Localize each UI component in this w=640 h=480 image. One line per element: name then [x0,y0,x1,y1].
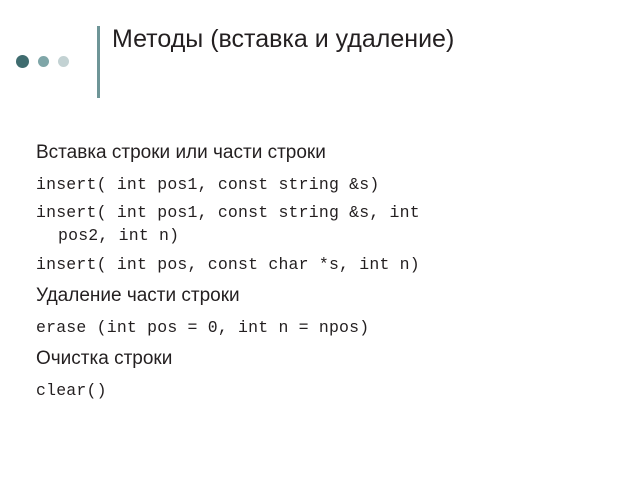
code-line-insert-3: insert( int pos, const char *s, int n) [36,254,420,274]
title-divider [97,26,100,98]
dot-icon-2 [38,56,49,67]
code-line-insert-2 [36,199,611,251]
code-line-insert-2-text: insert( int pos1, const string &s, int [36,202,420,222]
code-line-erase: erase (int pos = 0, int n = npos) [36,317,370,337]
dot-icon-3 [58,56,69,67]
body-heading-erase: Удаление части строки [36,285,240,307]
body-heading-clear: Очистка строки [36,348,173,370]
code-line-insert-2-continuation: pos2, int n) [58,226,180,246]
code-line-insert-1: insert( int pos1, const string &s) [36,174,380,194]
decorative-dots [16,55,69,68]
slide-title: Методы (вставка и удаление) [112,25,455,53]
code-line-clear: clear() [36,380,107,400]
slide-body [36,136,611,405]
body-heading-insert: Вставка строки или части строки [36,142,326,163]
dot-icon-1 [16,55,29,68]
